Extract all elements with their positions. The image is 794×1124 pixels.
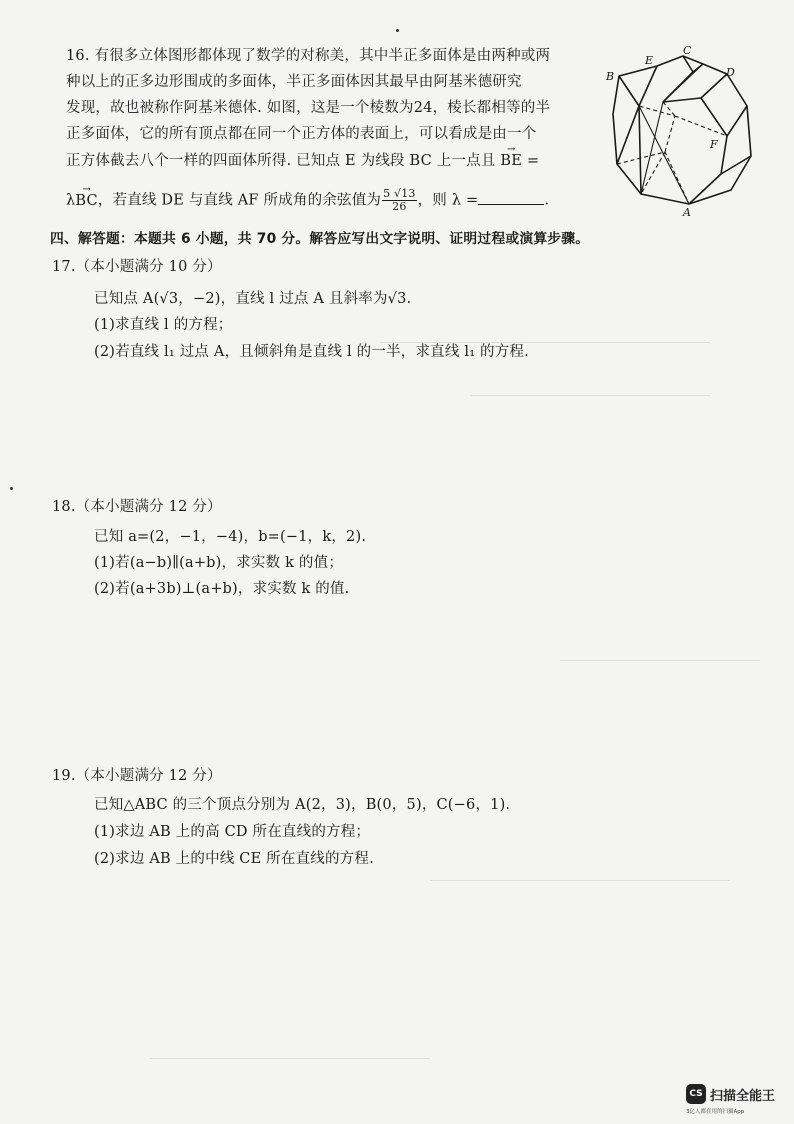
bleed-through-mark (560, 660, 760, 661)
q16-line-6-tail: ，则 λ = (417, 192, 479, 209)
label-f: F (710, 138, 718, 151)
bleed-through-mark (150, 1058, 430, 1059)
bleed-through-mark (470, 395, 710, 396)
label-e: E (645, 54, 654, 67)
vector-bc: → BC (75, 191, 97, 211)
q19-line-3: (2)求边 AB 上的中线 CE 所在直线的方程. (94, 851, 374, 867)
watermark-subtitle: 3亿人都在用的扫描App (686, 1109, 745, 1115)
fraction-denominator: 26 (392, 200, 407, 213)
label-d: D (726, 66, 735, 79)
q19-line-2: (1)求边 AB 上的高 CD 所在直线的方程； (94, 824, 371, 840)
q16-line-5 (66, 151, 539, 171)
polyhedron-figure (605, 44, 765, 216)
section-heading: 四、解答题：本题共 6 小题，共 70 分。解答应写出文字说明、证明过程或演算步骤。 (50, 231, 590, 247)
bleed-through-mark (430, 880, 730, 881)
q19-line-1: 已知△ABC 的三个顶点分别为 A(2，3)，B(0，5)，C(−6，1). (94, 797, 511, 813)
q16-line-1: 16. 有很多立体图形都体现了数学的对称美，其中半正多面体是由两种或两 (66, 48, 551, 64)
q18-line-3: (2)若(a+3b)⊥(a+b)，求实数 k 的值. (94, 581, 350, 597)
q16-line-6 (66, 188, 549, 213)
cosine-fraction (382, 188, 417, 213)
answer-blank[interactable] (478, 190, 544, 205)
top-dot (396, 29, 399, 32)
q18-line-2: (1)若(a−b)∥(a+b)，求实数 k 的值； (94, 555, 344, 571)
q16-line-6-text: ，若直线 DE 与直线 AF 所成角的余弦值为 (97, 192, 382, 209)
q16-line-6-end: . (544, 192, 550, 209)
q19-heading: 19.（本小题满分 12 分） (52, 768, 222, 784)
fraction-numerator: 5 √13 (383, 187, 416, 200)
q17-line-2: (1)求直线 l 的方程； (94, 317, 233, 333)
margin-dot (10, 487, 13, 490)
q16-lambda: λ (66, 192, 76, 209)
q16-line-3: 发现，故也被称作阿基米德体. 如图，这是一个棱数为24，棱长都相等的半 (66, 100, 551, 116)
q17-line-3: (2)若直线 l₁ 过点 A，且倾斜角是直线 l 的一半，求直线 l₁ 的方程. (94, 344, 529, 360)
vector-be: → BE (500, 151, 522, 171)
label-b: B (606, 70, 615, 83)
bleed-through-mark (380, 342, 710, 343)
q18-heading: 18.（本小题满分 12 分） (52, 499, 222, 515)
q17-line-1: 已知点 A(√3，−2)，直线 l 过点 A 且斜率为√3. (94, 291, 412, 307)
hidden-edges (617, 102, 727, 204)
watermark-name: 扫描全能王 (710, 1089, 776, 1104)
q17-heading: 17.（本小题满分 10 分） (52, 259, 222, 275)
q16-line-5-text: 正方体截去八个一样的四面体所得. 已知点 E 为线段 BC 上一点且 (66, 153, 496, 169)
q16-line-5-eq: = (526, 153, 540, 169)
q18-line-1: 已知 a=(2，−1，−4)，b=(−1，k，2). (94, 529, 367, 545)
label-c: C (683, 44, 692, 57)
q16-line-4: 正多面体，它的所有顶点都在同一个正方体的表面上，可以看成是由一个 (66, 126, 537, 142)
q16-line-2: 种以上的正多边形围成的多面体，半正多面体因其最早由阿基米德研究 (66, 74, 522, 90)
camscanner-logo-icon: CS (686, 1084, 706, 1104)
label-a: A (683, 206, 691, 216)
